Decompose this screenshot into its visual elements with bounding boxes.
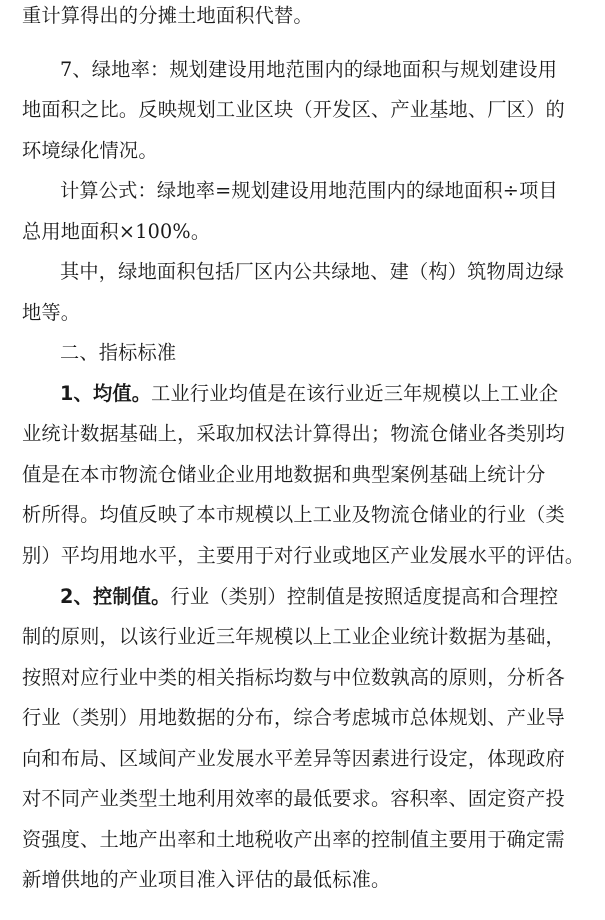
control-label: 2、控制值。: [60, 585, 171, 608]
text-line: 新增供地的产业项目准入评估的最低标准。: [22, 868, 391, 891]
text-line: 资强度、土地产出率和土地税收产出率的控制值主要用于确定需: [22, 828, 565, 851]
text-line: 业统计数据基础上，采取加权法计算得出；物流仓储业各类别均: [22, 422, 565, 445]
text-line: 其中，绿地面积包括厂区内公共绿地、建（构）筑物周边绿: [60, 260, 565, 283]
average-label: 1、均值。: [60, 382, 152, 405]
text-line: 析所得。均值反映了本市规模以上工业及物流仓储业的行业（类: [22, 503, 565, 526]
text-line: 值是在本市物流仓储业企业用地数据和典型案例基础上统计分: [22, 463, 546, 486]
text-line: 行业（类别）用地数据的分布，综合考虑城市总体规划、产业导: [22, 706, 565, 729]
text-line: 环境绿化情况。: [22, 139, 158, 162]
text-line: 计算公式：绿地率=规划建设用地范围内的绿地面积÷项目: [60, 179, 558, 202]
text-line: 别）平均用地水平，主要用于对行业或地区产业发展水平的评估。: [22, 544, 585, 567]
section-heading: 二、指标标准: [60, 341, 177, 364]
paragraph-average-first-line: [60, 380, 583, 408]
text-span: 行业（类别）控制值是按照适度提高和合理控: [170, 585, 559, 608]
text-line: 7、绿地率：规划建设用地范围内的绿地面积与规划建设用: [60, 58, 558, 81]
paragraph-control-first-line: [60, 583, 583, 611]
text-line: 制的原则，以该行业近三年规模以上工业企业统计数据为基础，: [22, 625, 565, 648]
text-line: 重计算得出的分摊土地面积代替。: [22, 4, 313, 27]
text-line: 对不同产业类型土地利用效率的最低要求。容积率、固定资产投: [22, 787, 565, 810]
text-line: 向和布局、区域间产业发展水平差异等因素进行设定，体现政府: [22, 747, 565, 770]
text-line: 按照对应行业中类的相关指标均数与中位数孰高的原则，分析各: [22, 666, 565, 689]
text-line: 地面积之比。反映规划工业区块（开发区、产业基地、厂区）的: [22, 98, 565, 121]
text-line: 总用地面积×100%。: [22, 220, 211, 243]
text-span: 工业行业均值是在该行业近三年规模以上工业企: [151, 382, 559, 405]
text-line: 地等。: [22, 301, 81, 324]
